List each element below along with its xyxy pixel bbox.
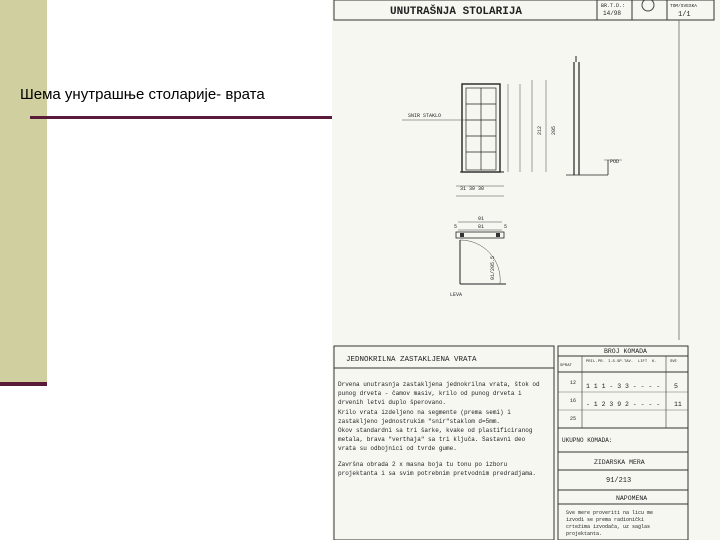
spec-box — [334, 346, 554, 540]
ukupno-label: UKUPNO KOMADA: — [562, 437, 613, 444]
lower-dim-right: 5 — [504, 224, 508, 230]
zidarska-value: 91/213 — [606, 477, 632, 485]
width-bottom-dims: 31 30 30 — [460, 186, 485, 192]
door-section-side — [566, 56, 622, 175]
spec-title: JEDNOKRILNA ZASTAKLJENA VRATA — [346, 356, 477, 364]
spec-line-1: Drvena unutrasnja zastakljena jednokrilna vrata, štok od — [338, 381, 540, 388]
broj-komada-table — [558, 346, 688, 540]
spec-line-3: drvenih letvi duplo šperovano. — [338, 399, 447, 406]
sidebar-accent-line — [0, 382, 47, 386]
zidarska-label: ZIDARSKA MERA — [594, 459, 645, 466]
sidebar-bar — [0, 0, 47, 384]
napomena-line-2: izvodi se prema radionički — [566, 517, 645, 523]
napomena-line-4: projektanta. — [566, 531, 603, 537]
spec-line-7: metala, brava "verthaja" sa tri ključa. Sastavni deo — [338, 436, 526, 443]
height-dim-1: 212 — [537, 125, 543, 135]
pod-label: POD — [610, 159, 620, 165]
row3-floor: 25 — [570, 416, 577, 422]
broj-komada-title: BROJ KOMADA — [604, 348, 647, 355]
spec-line-2: punog drveta - čamov masiv, krilo od punog drveta i — [338, 390, 522, 397]
snir-label: SNIR STAKLO — [408, 113, 442, 119]
spec-line-9: Završna obrada 2 x masna boja tu tonu po izboru — [338, 461, 508, 468]
row2-floor: 16 — [570, 398, 577, 404]
row1-total: 5 — [674, 383, 678, 390]
header-sheet-label: TOM/SVESKA — [670, 4, 698, 9]
slide-title: Шема унутрашње столарије- врата — [20, 86, 265, 103]
door-drawing — [332, 0, 720, 540]
napomena-line-1: Sve mere proveriti na licu me — [566, 510, 654, 516]
spec-line-10: projektanta i sa svim potrebnim pretvodnim predradjama. — [338, 470, 537, 477]
spec-line-4: Krilo vrata izdeljeno na segmente (prema semi) i — [338, 409, 511, 416]
th-sprat: SPRAT — [560, 364, 573, 368]
row2-total: 11 — [674, 401, 682, 408]
row2-counts: - 1 2 3 9 2 - - - - — [586, 401, 661, 408]
th-pril: PRIL. — [586, 360, 598, 364]
technical-drawing-sheet — [332, 0, 720, 540]
header-sheet-value: 1/1 — [678, 11, 691, 19]
section-height: 91/205.5 — [490, 255, 496, 280]
door-plan — [450, 216, 507, 298]
th-sve: SVE — [670, 360, 677, 364]
th-pr: PR. — [598, 360, 605, 364]
row1-floor: 12 — [570, 380, 577, 386]
lower-dim-left: 5 — [454, 224, 458, 230]
leva-label: LEVA — [450, 292, 463, 298]
th-isp: I-S.SP. — [608, 360, 624, 364]
th-k: K. — [652, 360, 657, 364]
header-no-label: BR.T.D.: — [601, 3, 626, 9]
width-top-1: 91 — [478, 216, 485, 222]
th-lift: LIFT — [638, 360, 648, 364]
spec-line-5: zastakljeno jednostrukim "snir"staklom d=5mm. — [338, 418, 501, 425]
row1-counts: 1 1 1 - 3 3 - - - - — [586, 383, 661, 390]
th-tav: TAV. — [624, 360, 634, 364]
width-top-2: 81 — [478, 224, 485, 230]
napomena-label: NAPOMENA — [616, 495, 648, 502]
height-dim-2: 205 — [551, 125, 557, 135]
spec-line-8: vrata su odbojnici od tvrde gume. — [338, 445, 457, 452]
napomena-line-3: crtežima izvodača, uz saglas — [566, 524, 651, 530]
header-no-value: 14/98 — [603, 10, 622, 17]
spec-line-6: Okov standardni sa tri šarke, kvake od plastificiranog — [338, 427, 533, 434]
header-title: UNUTRAŠNJA STOLARIJA — [390, 6, 523, 18]
title-underline — [30, 116, 335, 119]
door-elevation — [402, 80, 557, 196]
